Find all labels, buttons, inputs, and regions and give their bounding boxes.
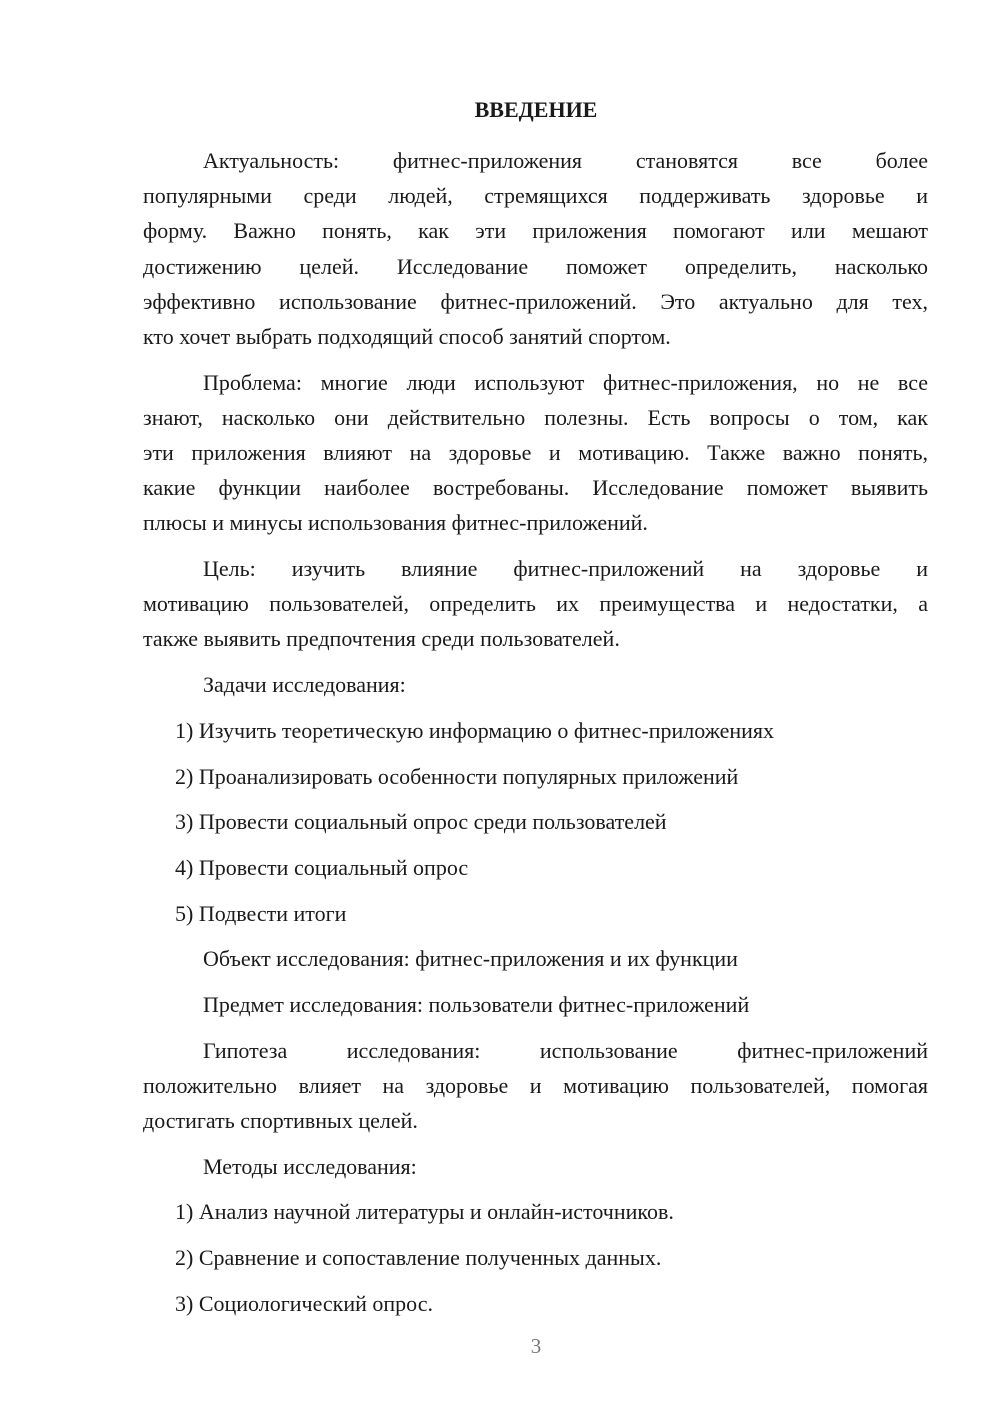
goal-paragraph: [143, 554, 928, 660]
page-number: 3: [530, 1334, 542, 1358]
text-line: форму. Важно понять, как эти приложения помогают или мешают: [143, 218, 928, 244]
relevance-paragraph: [143, 146, 928, 357]
text-line: достижению целей. Исследование поможет определить, насколько: [143, 253, 928, 279]
task-item: 1) Изучить теоретическую информацию о фитнес-приложениях: [175, 717, 775, 743]
method-item: 1) Анализ научной литературы и онлайн-источников.: [175, 1199, 674, 1225]
task-item: 4) Провести социальный опрос: [175, 854, 469, 880]
text-line: Цель: изучить влияние фитнес-приложений на здоровье и: [203, 556, 928, 582]
document-body: [143, 146, 928, 1324]
text-line: знают, насколько они действительно полезны. Есть вопросы о том, как: [143, 404, 928, 430]
hypothesis-paragraph: [143, 1036, 928, 1142]
task-item: 2) Проанализировать особенности популярных приложений: [175, 763, 739, 789]
method-item: 3) Социологический опрос.: [175, 1290, 433, 1316]
text-line: Проблема: многие люди используют фитнес-приложения, но не все: [203, 369, 928, 395]
text-line: популярными среди людей, стремящихся поддерживать здоровье и: [143, 183, 928, 209]
text-line: достигать спортивных целей.: [143, 1108, 418, 1133]
text-line: также выявить предпочтения среди пользователей.: [143, 626, 620, 652]
problem-paragraph: [143, 368, 928, 544]
text-line: Гипотеза исследования: использование фитнес-приложений: [203, 1037, 928, 1063]
method-item: 2) Сравнение и сопоставление полученных данных.: [175, 1245, 662, 1271]
section-title: ВВЕДЕНИЕ: [474, 97, 598, 122]
subject-line: Предмет исследования: пользователи фитнес-приложений: [203, 991, 750, 1017]
text-line: кто хочет выбрать подходящий способ занятий спортом.: [143, 323, 671, 349]
task-item: 3) Провести социальный опрос среди пользователей: [175, 809, 667, 835]
text-line: плюсы и минусы использования фитнес-приложений.: [143, 510, 648, 536]
text-line: эти приложения влияют на здоровье и мотивацию. Также важно понять,: [143, 440, 928, 465]
text-line: какие функции наиболее востребованы. Исследование поможет выявить: [143, 475, 928, 501]
text-line: мотивацию пользователей, определить их преимущества и недостатки, а: [143, 591, 928, 617]
task-item: 5) Подвести итоги: [175, 900, 347, 926]
text-line: положительно влияет на здоровье и мотивацию пользователей, помогая: [143, 1072, 928, 1098]
tasks-heading: Задачи исследования:: [203, 672, 406, 698]
text-line: эффективно использование фитнес-приложений. Это актуально для тех,: [143, 288, 928, 314]
methods-heading: Методы исследования:: [203, 1153, 417, 1179]
text-line: Актуальность: фитнес-приложения становятся все более: [203, 148, 928, 173]
object-line: Объект исследования: фитнес-приложения и их функции: [203, 946, 738, 972]
